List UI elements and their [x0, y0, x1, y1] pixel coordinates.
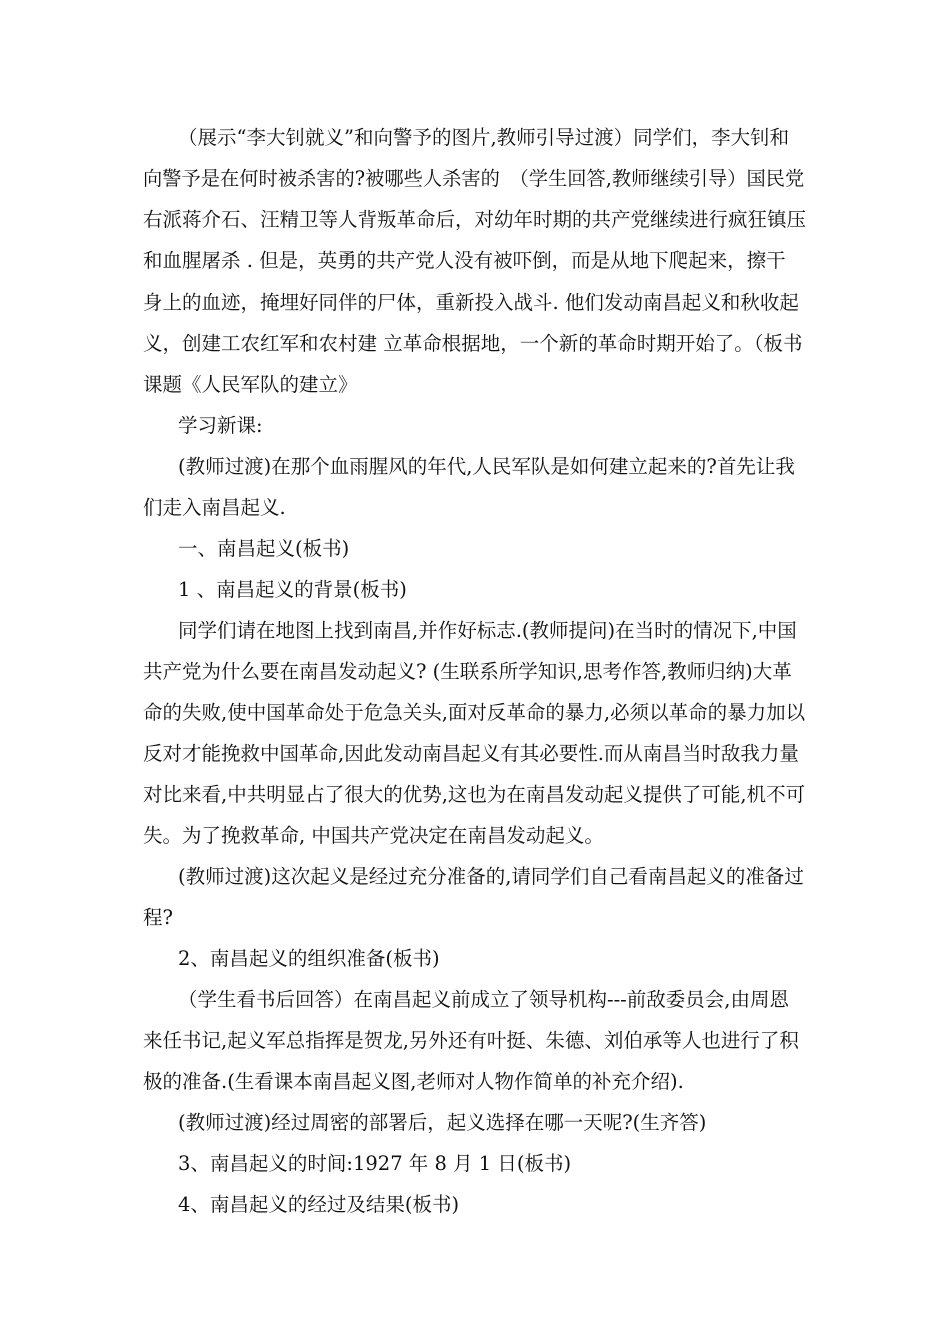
- paragraph-line: (教师过渡)这次起义是经过充分准备的,请同学们自己看南昌起义的准备过: [178, 865, 804, 888]
- paragraph-line: 向警予是在何时被杀害的?被哪些人杀害的 （学生回答,教师继续引导）国民党: [143, 167, 805, 190]
- paragraph-line: 失。为了挽救革命, 中国共产党决定在南昌发动起义。: [143, 824, 604, 847]
- paragraph-line: 们走入南昌起义.: [143, 496, 286, 519]
- paragraph-line: (教师过渡)经过周密的部署后，起义选择在哪一天呢?(生齐答): [178, 1111, 707, 1134]
- section-heading: 3、南昌起义的时间:1927 年 8 月 1 日(板书): [178, 1152, 572, 1175]
- section-heading: 2、南昌起义的组织准备(板书): [178, 947, 440, 970]
- paragraph-line: 来任书记,起义军总指挥是贺龙,另外还有叶挺、朱德、刘伯承等人也进行了积: [143, 1029, 799, 1052]
- paragraph-line: 和血腥屠杀 . 但是，英勇的共产党人没有被吓倒，而是从地下爬起来，擦干: [143, 249, 786, 272]
- paragraph-line: 反对才能挽救中国革命,因此发动南昌起义有其必要性.而从南昌当时敌我力量: [143, 742, 799, 765]
- paragraph-line: 同学们请在地图上找到南昌,并作好标志.(教师提问)在当时的情况下,中国: [178, 619, 797, 642]
- paragraph-line: 命的失败,使中国革命处于危急关头,面对反革命的暴力,必须以革命的暴力加以: [143, 701, 806, 724]
- section-heading: 4、南昌起义的经过及结果(板书): [178, 1193, 460, 1216]
- paragraph-line: 对比来看,中共明显占了很大的优势,这也为在南昌发动起义提供了可能,机不可: [143, 783, 806, 806]
- paragraph-line: 课题《人民军队的建立》: [143, 373, 358, 396]
- paragraph-line: （学生看书后回答）在南昌起义前成立了领导机构---前敌委员会,由周恩: [178, 988, 789, 1011]
- paragraph-line: 身上的血迹，掩埋好同伴的尸体，重新投入战斗. 他们发动南昌起义和秋收起: [143, 291, 799, 314]
- section-heading: 学习新课:: [178, 414, 263, 437]
- paragraph-line: 右派蒋介石、汪精卫等人背叛革命后，对幼年时期的共产党继续进行疯狂镇压: [143, 208, 807, 231]
- paragraph-line: 义，创建工农红军和农村建 立革命根据地，一个新的革命时期开始了。（板书: [143, 332, 803, 355]
- paragraph-line: （展示“李大钊就义”和向警予的图片,教师引导过渡）同学们，李大钊和: [178, 126, 790, 149]
- section-heading: 1 、南昌起义的背景(板书): [178, 578, 407, 601]
- paragraph-line: 共产党为什么要在南昌发动起义? (生联系所学知识,思考作答,教师归纳)大革: [143, 660, 792, 683]
- paragraph-line: 极的准备.(生看课本南昌起义图,老师对人物作简单的补充介绍).: [143, 1070, 684, 1093]
- paragraph-line: (教师过渡)在那个血雨腥风的年代,人民军队是如何建立起来的?首先让我: [178, 455, 795, 478]
- section-heading: 一、南昌起义(板书): [178, 537, 350, 560]
- paragraph-line: 程?: [143, 906, 173, 929]
